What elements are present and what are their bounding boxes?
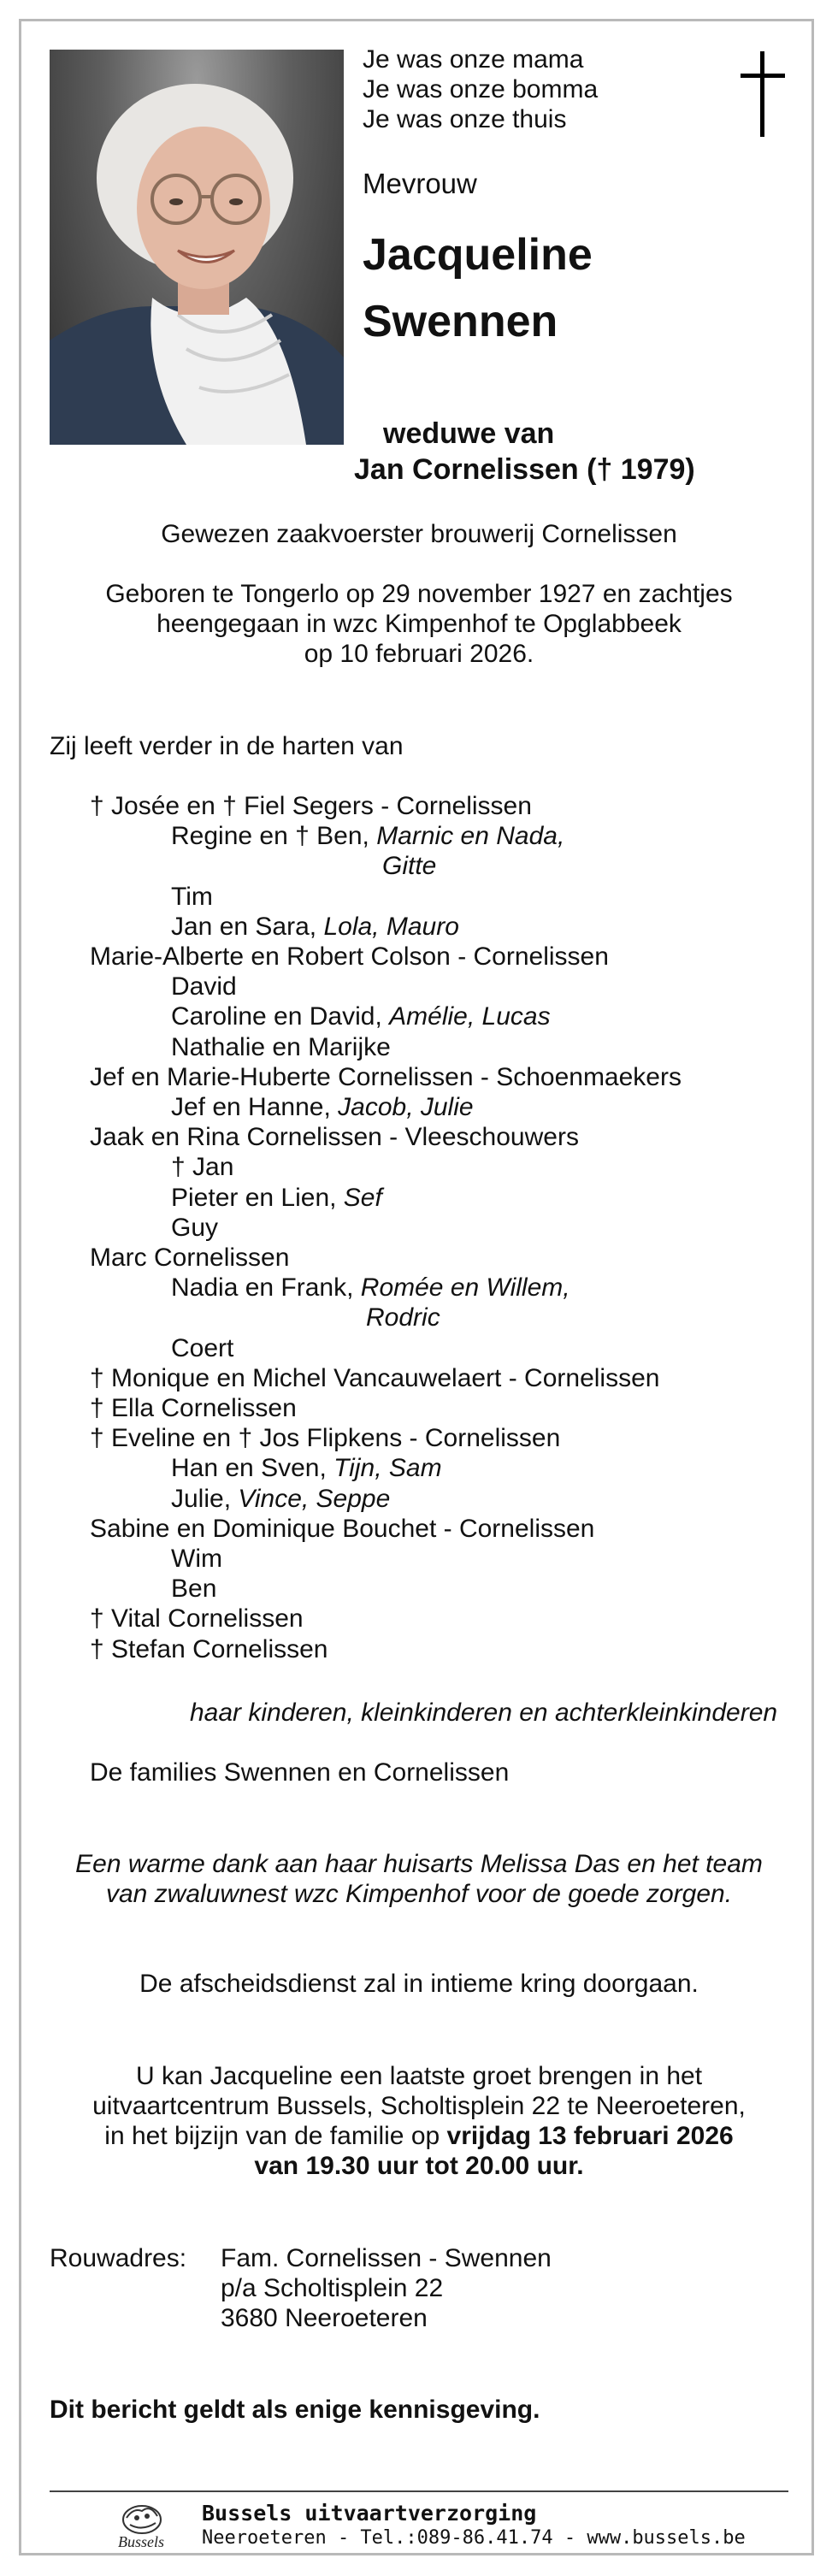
family-line-text: Marc Cornelissen: [90, 1244, 290, 1272]
notice: Dit bericht geldt als enige kennisgeving.: [50, 2396, 540, 2424]
family-line: [171, 1333, 233, 1363]
family-line-children: Marnic en Nada,: [376, 822, 565, 851]
hearts-intro: Zij leeft verder in de harten van: [50, 732, 404, 760]
widow-label: weduwe van: [383, 417, 555, 450]
family-line: [171, 1032, 391, 1062]
occupation: Gewezen zaakvoerster brouwerij Cornelissen: [161, 520, 677, 548]
family-line-children: Sef: [343, 1183, 382, 1212]
family-line-text: † Monique en Michel Vancauwelaert - Cornelissen: [90, 1363, 660, 1392]
family-line-text: Guy: [171, 1213, 219, 1242]
family-line-text: † Ella Cornelissen: [90, 1394, 297, 1422]
name-first: Jacqueline: [363, 230, 593, 280]
family-line-text: Caroline en David,: [171, 1002, 390, 1031]
family-line-children: Amélie, Lucas: [389, 1002, 551, 1031]
name-last: Swennen: [363, 297, 558, 346]
family-line-text: Wim: [171, 1545, 222, 1573]
visit-line-3: [50, 2121, 788, 2151]
family-line: [171, 821, 564, 851]
family-line-children: Rodric: [366, 1303, 440, 1332]
family-line-text: † Jan: [171, 1153, 234, 1182]
family-line: [171, 972, 237, 1001]
family-line-children: Tijn, Sam: [333, 1454, 442, 1483]
family-line: [90, 942, 609, 972]
family-line: [171, 1484, 390, 1514]
family-line-children: Gitte: [382, 852, 437, 881]
intro-line-3: Je was onze thuis: [363, 105, 567, 133]
family-line: [90, 1243, 289, 1273]
family-line: [90, 1122, 579, 1152]
family-line-text: Ben: [171, 1575, 217, 1604]
family-line-text: Jaak en Rina Cornelissen - Vleeschouwers: [90, 1123, 579, 1152]
family-line-text: † Josée en † Fiel Segers - Cornelissen: [90, 792, 532, 820]
family-line: [171, 1152, 233, 1182]
family-line-text: Nathalie en Marijke: [171, 1032, 391, 1061]
visit-line-3-text: in het bijzijn van de familie op: [104, 2122, 447, 2150]
family-line: [90, 1363, 659, 1393]
families: De families Swennen en Cornelissen: [90, 1758, 510, 1787]
visit-line-1: U kan Jacqueline een laatste groet brengen in het: [135, 2062, 703, 2090]
family-line-text: Tim: [171, 882, 213, 911]
family-line: [171, 1574, 216, 1604]
family-line: [90, 1634, 328, 1664]
bussels-logo-icon: [111, 2499, 188, 2555]
family-line: [90, 791, 532, 821]
family-line-text: † Stefan Cornelissen: [90, 1634, 328, 1663]
family-line: [171, 1092, 474, 1122]
family-line-text: Pieter en Lien,: [171, 1183, 344, 1212]
address-line-2: p/a Scholtisplein 22: [221, 2274, 444, 2302]
family-line: [90, 1514, 594, 1544]
family-line: [171, 1183, 382, 1213]
family-line-text: † Vital Cornelissen: [90, 1604, 304, 1634]
visit-date: vrijdag 13 februari 2026: [446, 2122, 734, 2150]
family-line-text: Han en Sven,: [171, 1454, 334, 1483]
address-label: Rouwadres:: [50, 2244, 187, 2272]
family-line: [171, 1544, 222, 1574]
family-line-text: Jef en Hanne,: [171, 1093, 339, 1121]
service-notice: De afscheidsdienst zal in intieme kring doorgaan.: [139, 1970, 699, 1998]
thanks-line-1: Een warme dank aan haar huisarts Melissa Das en het team: [75, 1850, 763, 1878]
footer-company: Bussels uitvaartverzorging: [202, 2501, 537, 2526]
family-line-text: David: [171, 972, 237, 1001]
salutation: Mevrouw: [363, 168, 477, 199]
footer-info: Neeroeteren - Tel.:089-86.41.74 - www.bussels.be: [202, 2527, 746, 2549]
family-line-text: Jan en Sara,: [171, 912, 324, 941]
family-line: [171, 1453, 442, 1483]
family-line-children: Vince, Seppe: [238, 1484, 391, 1513]
address-line-3: 3680 Neeroeteren: [221, 2304, 428, 2332]
family-line: [366, 1303, 440, 1332]
visit-line-2: uitvaartcentrum Bussels, Scholtisplein 22 te Neeroeteren,: [92, 2092, 746, 2120]
family-line: [171, 1001, 551, 1031]
descendants: haar kinderen, kleinkinderen en achterkleinkinderen: [190, 1699, 778, 1727]
family-line-text: Regine en † Ben,: [171, 822, 377, 851]
logo-text: Bussels: [118, 2533, 164, 2550]
family-line-text: † Eveline en † Jos Flipkens - Cornelissen: [90, 1424, 561, 1453]
family-line-children: Romée en Willem,: [360, 1273, 570, 1303]
family-line: [171, 912, 459, 942]
family-line: [90, 1423, 560, 1453]
family-line: [382, 851, 436, 881]
widow-of: Jan Cornelissen († 1979): [354, 453, 695, 486]
family-line-children: Jacob, Julie: [338, 1093, 474, 1121]
intro-line-2: Je was onze bomma: [363, 75, 599, 103]
intro-line-1: Je was onze mama: [363, 45, 584, 74]
family-line: [90, 1062, 682, 1092]
cross-icon: [737, 51, 788, 137]
visit-time: van 19.30 uur tot 20.00 uur.: [254, 2152, 584, 2180]
family-line-text: Jef en Marie-Huberte Cornelissen - Schoenmaekers: [90, 1062, 682, 1091]
family-line-children: Lola, Mauro: [323, 912, 459, 941]
family-line-text: Nadia en Frank,: [171, 1273, 361, 1303]
address-line-1: Fam. Cornelissen - Swennen: [221, 2244, 552, 2272]
family-line: [171, 1273, 570, 1303]
footer-divider: [50, 2490, 788, 2492]
birth-line-2: heengegaan in wzc Kimpenhof te Opglabbeek: [156, 610, 682, 638]
family-line: [171, 882, 213, 912]
family-line-text: Sabine en Dominique Bouchet - Cornelissen: [90, 1514, 595, 1543]
family-line-text: Marie-Alberte en Robert Colson - Cornelissen: [90, 942, 609, 971]
portrait-photo: [50, 50, 344, 445]
family-line: [90, 1604, 304, 1634]
family-line: [171, 1213, 218, 1243]
family-line: [90, 1393, 297, 1423]
family-line-text: Coert: [171, 1333, 234, 1362]
birth-line-3: op 10 februari 2026.: [304, 640, 534, 668]
birth-line-1: Geboren te Tongerlo op 29 november 1927 en zachtjes: [105, 580, 733, 608]
family-line-text: Julie,: [171, 1484, 239, 1513]
thanks-line-2: van zwaluwnest wzc Kimpenhof voor de goede zorgen.: [105, 1880, 733, 1908]
